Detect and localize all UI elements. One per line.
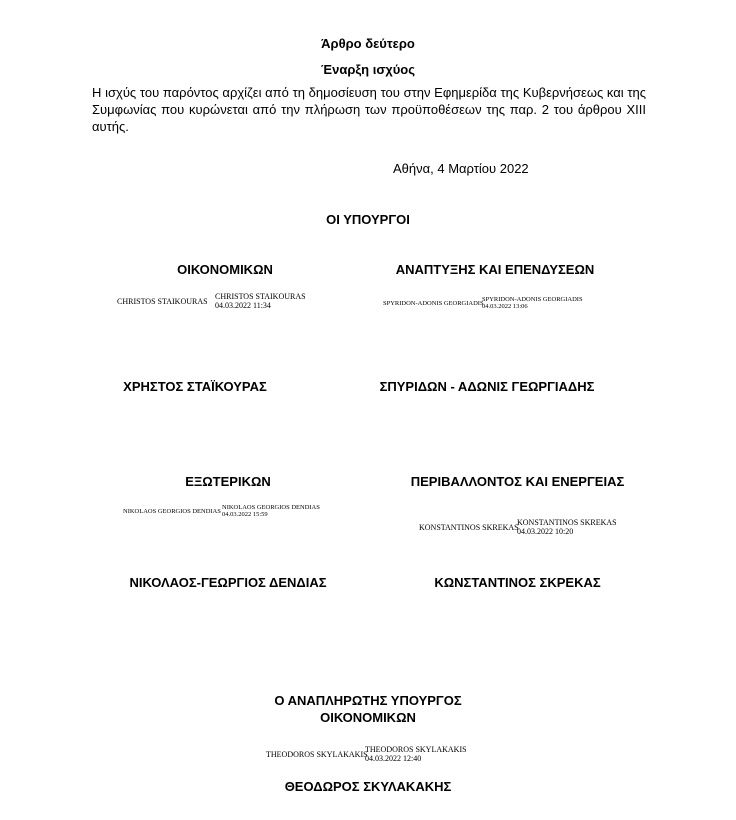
deputy-full-name: ΘΕΟΔΩΡΟΣ ΣΚΥΛΑΚΑΚΗΣ	[284, 779, 452, 794]
signer-plain-name: NIKOLAOS GEORGIOS DENDIAS	[123, 508, 221, 515]
deputy-title-line2: ΟΙΚΟΝΟΜΙΚΩΝ	[320, 710, 416, 725]
signature-timestamp: 04.03.2022 15:59	[222, 511, 268, 518]
minister-full-name: ΝΙΚΟΛΑΟΣ-ΓΕΩΡΓΙΟΣ ΔΕΝΔΙΑΣ	[129, 575, 327, 590]
signature-timestamp: 04.03.2022 13:06	[482, 303, 528, 310]
signer-cert-name: KONSTANTINOS SKREKAS	[517, 518, 617, 527]
signer-cert-name: THEODOROS SKYLAKAKIS	[365, 745, 467, 754]
deputy-title-line1: Ο ΑΝΑΠΛΗΡΩΤΗΣ ΥΠΟΥΡΓΟΣ	[274, 693, 462, 708]
signer-plain-name: CHRISTOS STAIKOURAS	[117, 297, 208, 306]
article-subtitle: Έναρξη ισχύος	[321, 62, 415, 77]
ministers-heading: ΟΙ ΥΠΟΥΡΓΟΙ	[326, 212, 410, 227]
ministry-development: ΑΝΑΠΤΥΞΗΣ ΚΑΙ ΕΠΕΝΔΥΣΕΩΝ	[395, 262, 595, 277]
ministry-finance: ΟΙΚΟΝΟΜΙΚΩΝ	[177, 262, 273, 277]
signer-plain-name: SPYRIDON-ADONIS GEORGIADIS	[383, 300, 484, 307]
place-date: Αθήνα, 4 Μαρτίου 2022	[393, 161, 529, 176]
minister-full-name: ΧΡΗΣΤΟΣ ΣΤΑΪΚΟΥΡΑΣ	[123, 379, 267, 394]
signer-cert-name: NIKOLAOS GEORGIOS DENDIAS	[222, 504, 320, 511]
signer-cert-name: CHRISTOS STAIKOURAS	[215, 292, 306, 301]
signer-plain-name: KONSTANTINOS SKREKAS	[419, 523, 519, 532]
article-body: Η ισχύς του παρόντος αρχίζει από τη δημοσίευση του στην Εφημερίδα της Κυβερνήσεως και της Συμφωνίας που κυρώνεται από την πλήρωση των προϋποθέσεων της παρ. 2 του άρθρου XIII αυτής.	[92, 85, 646, 134]
signer-plain-name: THEODOROS SKYLAKAKIS	[266, 750, 368, 759]
ministry-foreign-affairs: ΕΞΩΤΕΡΙΚΩΝ	[185, 474, 271, 489]
signature-timestamp: 04.03.2022 11:34	[215, 301, 271, 310]
ministry-environment-energy: ΠΕΡΙΒΑΛΛΟΝΤΟΣ ΚΑΙ ΕΝΕΡΓΕΙΑΣ	[410, 474, 625, 489]
minister-full-name: ΣΠΥΡΙΔΩΝ - ΑΔΩΝΙΣ ΓΕΩΡΓΙΑΔΗΣ	[379, 379, 595, 394]
signer-cert-name: SPYRIDON-ADONIS GEORGIADIS	[482, 296, 583, 303]
minister-full-name: ΚΩΝΣΤΑΝΤΙΝΟΣ ΣΚΡΕΚΑΣ	[434, 575, 601, 590]
signature-timestamp: 04.03.2022 10:20	[517, 527, 574, 536]
article-title: Άρθρο δεύτερο	[321, 36, 415, 51]
signature-timestamp: 04.03.2022 12:40	[365, 754, 422, 763]
